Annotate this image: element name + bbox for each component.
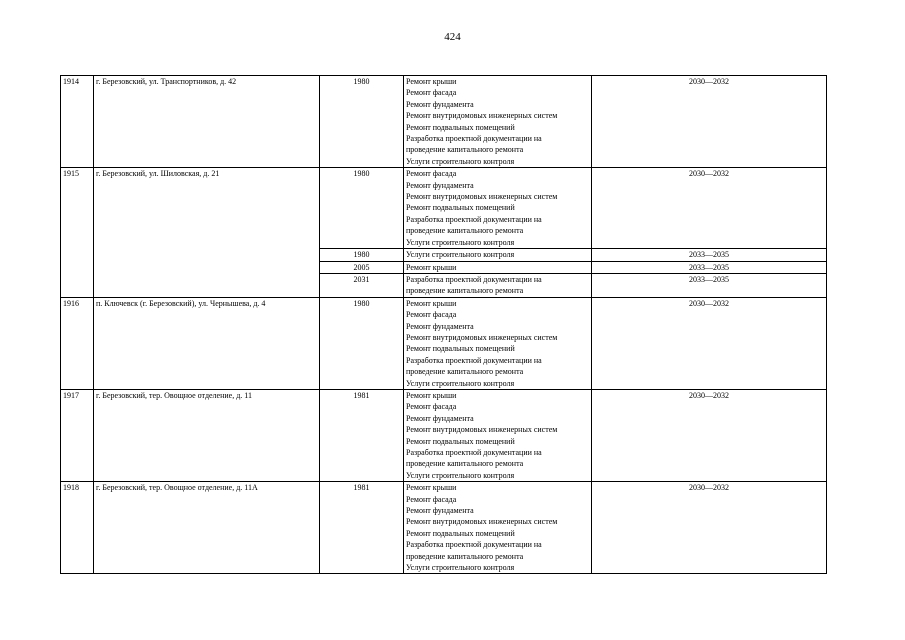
work-item: Разработка проектной документации на (406, 355, 542, 365)
work-item: Услуги строительного контроля (406, 250, 515, 260)
repair-period: 2030—2032 (592, 482, 827, 574)
work-item: Ремонт крыши (406, 262, 457, 272)
work-item: Ремонт фасада (406, 169, 457, 179)
repair-period: 2030—2032 (592, 389, 827, 481)
table-row (61, 168, 827, 249)
work-item: Ремонт крыши (406, 77, 457, 86)
works-list (404, 273, 592, 297)
repair-period: 2033—2035 (592, 249, 827, 261)
work-item: Ремонт внутридомовых инженерных систем (406, 332, 558, 342)
building-address: г. Березовский, тер. Овощное отделение, д. 11А (94, 482, 320, 574)
works-list (404, 249, 592, 261)
building-address: г. Березовский, ул. Транспортников, д. 42 (94, 76, 320, 168)
work-item: проведение капитального ремонта (406, 226, 524, 236)
row-number: 1915 (61, 168, 94, 297)
work-item: Ремонт фундамента (406, 99, 474, 109)
work-item: Услуги строительного контроля (406, 378, 515, 388)
works-list (404, 482, 592, 574)
build-year: 1980 (320, 76, 404, 168)
page-number: 424 (444, 31, 461, 43)
repair-schedule-table (60, 75, 827, 574)
row-number: 1918 (61, 482, 94, 574)
work-item: Разработка проектной документации на (406, 134, 542, 144)
row-number: 1914 (61, 76, 94, 168)
table-row (61, 297, 827, 389)
building-address: г. Березовский, ул. Шиловская, д. 21 (94, 168, 320, 297)
build-year: 2031 (320, 273, 404, 297)
repair-period: 2030—2032 (592, 168, 827, 249)
work-item: Услуги строительного контроля (406, 470, 515, 480)
building-address: п. Ключевск (г. Березовский), ул. Чернышева, д. 4 (94, 297, 320, 389)
row-number: 1916 (61, 297, 94, 389)
work-item: Ремонт подвальных помещений (406, 344, 515, 354)
work-item: Услуги строительного контроля (406, 156, 515, 166)
work-item: Разработка проектной документации на (406, 214, 542, 224)
work-item: проведение капитального ремонта (406, 286, 524, 296)
work-item: проведение капитального ремонта (406, 459, 524, 469)
work-item: Ремонт крыши (406, 298, 457, 308)
build-year: 1981 (320, 482, 404, 574)
table-row (61, 482, 827, 574)
works-list (404, 168, 592, 249)
work-item: Ремонт фундамента (406, 413, 474, 423)
works-list (404, 389, 592, 481)
build-year: 1981 (320, 389, 404, 481)
work-item: Услуги строительного контроля (406, 237, 515, 247)
work-item: проведение капитального ремонта (406, 145, 524, 155)
work-item: Ремонт внутридомовых инженерных систем (406, 425, 558, 435)
work-item: Ремонт фасада (406, 494, 457, 504)
works-list (404, 261, 592, 273)
work-item: Ремонт подвальных помещений (406, 122, 515, 132)
table-body (61, 76, 827, 574)
table-row (61, 76, 827, 168)
build-year: 1980 (320, 297, 404, 389)
work-item: Ремонт фасада (406, 310, 457, 320)
repair-period: 2030—2032 (592, 76, 827, 168)
work-item: Ремонт внутридомовых инженерных систем (406, 111, 558, 121)
work-item: Разработка проектной документации на (406, 274, 542, 284)
repair-period: 2033—2035 (592, 273, 827, 297)
work-item: Ремонт фасада (406, 402, 457, 412)
work-item: Ремонт внутридомовых инженерных систем (406, 517, 558, 527)
table-row (61, 389, 827, 481)
works-list (404, 76, 592, 168)
work-item: Ремонт подвальных помещений (406, 203, 515, 213)
work-item: Ремонт фундамента (406, 506, 474, 516)
work-item: Ремонт крыши (406, 483, 457, 493)
build-year: 1980 (320, 249, 404, 261)
work-item: Ремонт фундамента (406, 321, 474, 331)
works-list (404, 297, 592, 389)
work-item: Ремонт фасада (406, 88, 457, 98)
work-item: Ремонт внутридомовых инженерных систем (406, 192, 558, 202)
work-item: Ремонт крыши (406, 390, 457, 400)
build-year: 1980 (320, 168, 404, 249)
repair-period: 2033—2035 (592, 261, 827, 273)
work-item: Ремонт подвальных помещений (406, 436, 515, 446)
row-number: 1917 (61, 389, 94, 481)
building-address: г. Березовский, тер. Овощное отделение, д. 11 (94, 389, 320, 481)
work-item: проведение капитального ремонта (406, 551, 524, 561)
work-item: проведение капитального ремонта (406, 367, 524, 377)
work-item: Разработка проектной документации на (406, 448, 542, 457)
work-item: Ремонт подвальных помещений (406, 528, 515, 538)
repair-period: 2030—2032 (592, 297, 827, 389)
work-item: Ремонт фундамента (406, 180, 474, 190)
work-item: Услуги строительного контроля (406, 563, 515, 573)
work-item: Разработка проектной документации на (406, 540, 542, 550)
build-year: 2005 (320, 261, 404, 273)
